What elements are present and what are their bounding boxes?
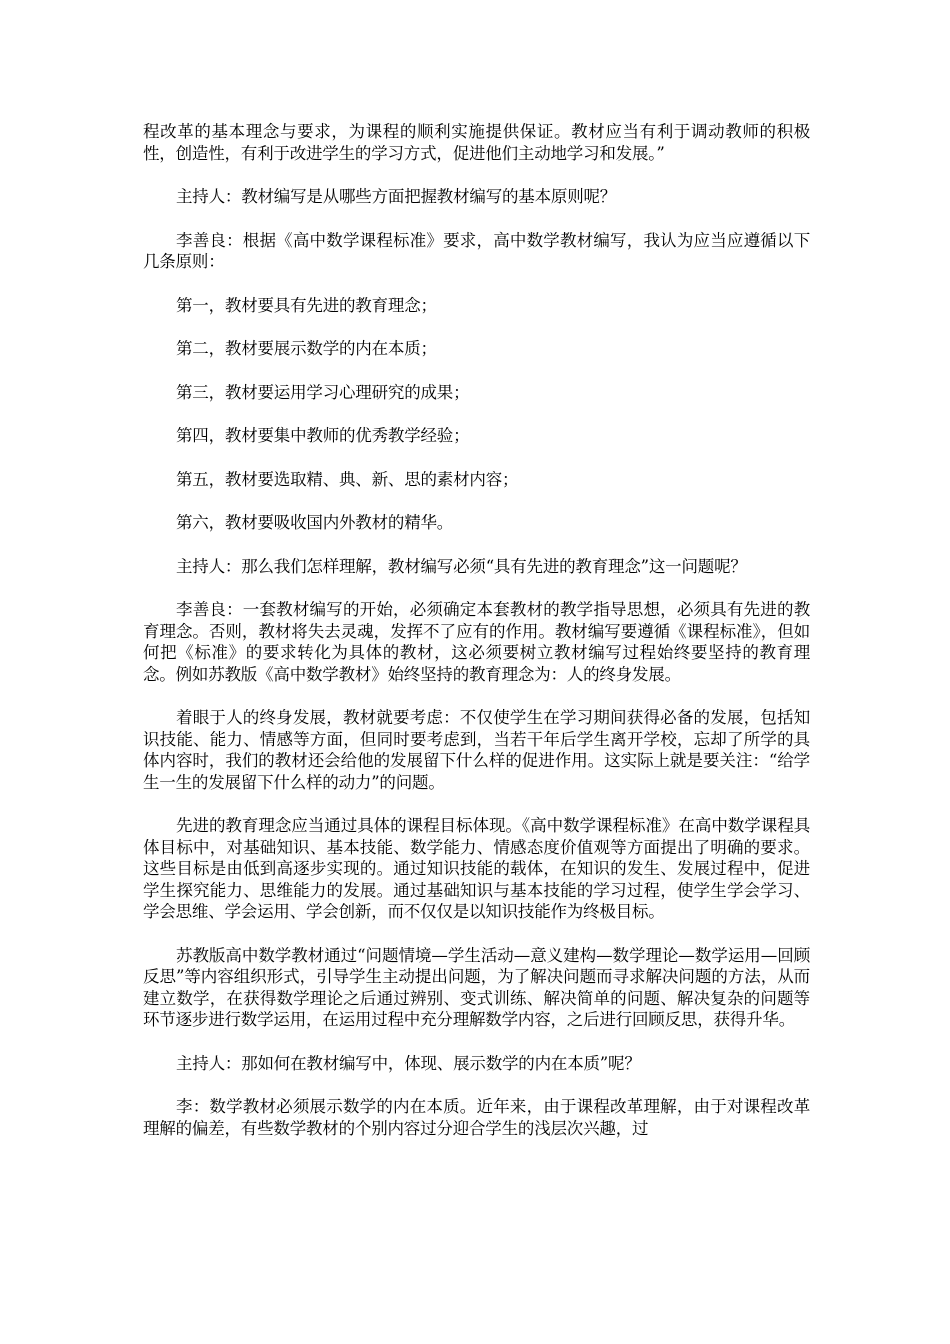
paragraph-14: 苏教版高中数学教材通过“问题情境—学生活动—意义建构—数学理论—数学运用—回顾反思”等内容组织形式，引导学生主动提出问题，为了解决问题而寻求解决问题的方法，从而建立数学，在获得数学理论之后通过辨别、变式训练、解决简单的问题、解决复杂的问题等环节逐步进行数学运用，在运用过程中充分理解数学内容，之后进行回顾反思，获得升华。 — [143, 945, 810, 1029]
paragraph-7: 第四，教材要集中教师的优秀教学经验； — [176, 426, 470, 445]
paragraph-8: 第五，教材要选取精、典、新、思的素材内容； — [176, 469, 519, 489]
paragraph-13: 先进的教育理念应当通过具体的课程目标体现。《高中数学课程标准》在高中数学课程具体目标中，对基础知识、基本技能、数学能力、情感态度价值观等方面提出了明确的要求。这些目标是由低到高逐步实现的。通过知识技能的载体，在知识的发生、发展过程中，促进学生探究能力、思维能力的发展。通过基础知识与基本技能的学习过程，使学生学会学习、学会思维、学会运用、学会创新，而不仅仅是以知识技能作为终极目标。 — [143, 816, 810, 921]
paragraph-4: 第一，教材要具有先进的教育理念； — [176, 295, 437, 315]
paragraph-2: 主持人：教材编写是从哪些方面把握教材编写的基本原则呢？ — [176, 187, 617, 206]
paragraph-12: 着眼于人的终身发展，教材就要考虑：不仅使学生在学习期间获得必备的发展，包括知识技能、能力、情感等方面，但同时要考虑到，当若干年后学生离开学校，忘却了所学的具体内容时，我们的教材还会给他的发展留下什么样的促进作用。这实际上就是要关注：“给学生一生的发展留下什么样的动力”的问题。 — [143, 708, 810, 792]
paragraph-5: 第二，教材要展示数学的内在本质； — [176, 339, 437, 358]
paragraph-15: 主持人：那如何在教材编写中，体现、展示数学的内在本质”呢？ — [176, 1053, 641, 1073]
paragraph-6: 第三，教材要运用学习心理研究的成果； — [176, 382, 470, 402]
paragraph-9: 第六，教材要吸收国内外教材的精华。 — [176, 513, 454, 532]
paragraph-11: 李善良：一套教材编写的开始，必须确定本套教材的教学指导思想，必须具有先进的教育理念。否则，教材将失去灵魂，发挥不了应有的作用。教材编写要遵循《课程标准》，但如何把《标准》的要求转化为具体的教材，这必须要树立教材编写过程始终要坚持的教育理念。例如苏教版《高中数学教材》始终坚持的教育理念为：人的终身发展。 — [143, 600, 810, 684]
document-body — [143, 121, 810, 1139]
paragraph-1: 程改革的基本理念与要求，为课程的顺利实施提供保证。教材应当有利于调动教师的积极性，创造性，有利于改进学生的学习方式，促进他们主动地学习和发展。” — [143, 122, 810, 163]
paragraph-10: 主持人：那么我们怎样理解，教材编写必须“具有先进的教育理念”这一问题呢？ — [176, 556, 747, 576]
paragraph-3: 李善良：根据《高中数学课程标准》要求，高中数学教材编写，我认为应当应遵循以下几条原则： — [143, 230, 810, 271]
paragraph-16: 李：数学教材必须展示数学的内在本质。近年来，由于课程改革理解，由于对课程改革理解的偏差，有些数学教材的个别内容过分迎合学生的浅层次兴趣，过 — [143, 1097, 810, 1138]
